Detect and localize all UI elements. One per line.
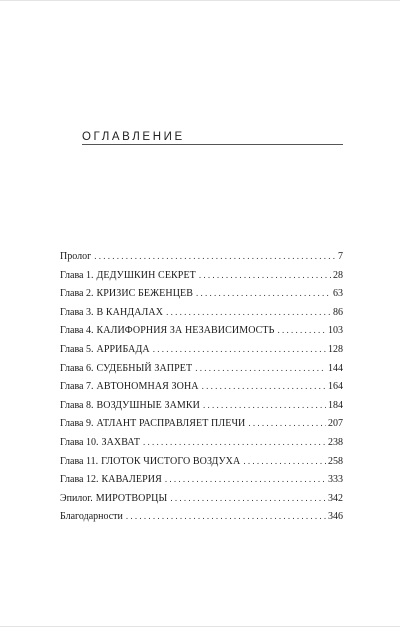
toc-entry-label: Глава 2.	[60, 288, 94, 300]
toc-entry-chapter-7	[60, 377, 343, 396]
toc-entry-label: Глава 8.	[60, 399, 94, 411]
toc-entry-chapter-8	[60, 396, 343, 415]
toc-page-number: 28	[333, 269, 343, 281]
toc-page-number: 63	[333, 288, 343, 300]
toc-entry-chapter-2	[60, 284, 343, 303]
toc-entry-chapter-3	[60, 303, 343, 322]
toc-entry-acknowledgements	[60, 507, 343, 526]
toc-entry-label: Эпилог.	[60, 492, 93, 504]
toc-page-number: 86	[333, 306, 343, 318]
toc-entry-title: ДЕДУШКИН СЕКРЕТ	[96, 269, 196, 281]
toc-entry-chapter-6	[60, 359, 343, 378]
toc-dot-leader	[199, 266, 331, 285]
table-of-contents	[60, 247, 343, 526]
toc-entry-title: В КАНДАЛАХ	[96, 306, 164, 318]
toc-entry-chapter-9	[60, 414, 343, 433]
toc-dot-leader	[165, 470, 326, 489]
toc-page-number: 207	[328, 418, 343, 430]
toc-page-number: 184	[328, 399, 343, 411]
toc-entry-chapter-4	[60, 321, 343, 340]
toc-dot-leader	[202, 377, 326, 396]
toc-dot-leader	[203, 396, 326, 415]
toc-entry-label: Благодарности	[60, 511, 123, 523]
toc-entry-title: ЗАХВАТ	[101, 436, 141, 448]
toc-page-number: 346	[328, 511, 343, 523]
toc-entry-title: МИРОТВОРЦЫ	[95, 492, 168, 504]
toc-entry-label: Глава 1.	[60, 269, 94, 281]
toc-entry-title: АРРИБАДА	[96, 343, 150, 355]
toc-dot-leader	[248, 414, 326, 433]
toc-entry-chapter-11	[60, 452, 343, 471]
toc-entry-title: ВОЗДУШНЫЕ ЗАМКИ	[96, 399, 200, 411]
toc-dot-leader	[94, 247, 336, 266]
toc-dot-leader	[143, 433, 326, 452]
page-top-border	[0, 0, 400, 1]
toc-page-number: 164	[328, 381, 343, 393]
toc-page-number: 128	[328, 343, 343, 355]
toc-page-number: 144	[328, 362, 343, 374]
toc-entry-label: Пролог	[60, 251, 92, 262]
toc-entry-title: КАЛИФОРНИЯ ЗА НЕЗАВИСИМОСТЬ	[96, 325, 275, 337]
toc-entry-title: КРИЗИС БЕЖЕНЦЕВ	[96, 288, 193, 300]
toc-page-number: 342	[328, 492, 343, 504]
toc-dot-leader	[166, 303, 331, 322]
toc-heading: ОГЛАВЛЕНИЕ	[82, 131, 185, 143]
toc-dot-leader	[126, 507, 326, 526]
toc-entry-chapter-10	[60, 433, 343, 452]
toc-entry-chapter-1	[60, 266, 343, 285]
toc-entry-chapter-12	[60, 470, 343, 489]
toc-entry-label: Глава 12.	[60, 474, 99, 486]
toc-entry-epilogue	[60, 489, 343, 508]
toc-entry-label: Глава 3.	[60, 306, 94, 318]
toc-dot-leader	[153, 340, 326, 359]
toc-entry-label: Глава 4.	[60, 325, 94, 337]
toc-entry-label: Глава 9.	[60, 418, 94, 430]
toc-entry-label: Глава 5.	[60, 343, 94, 355]
toc-entry-label: Глава 10.	[60, 436, 99, 448]
toc-page-number: 7	[338, 251, 343, 262]
toc-dot-leader	[170, 489, 326, 508]
toc-entry-title: ГЛОТОК ЧИСТОГО ВОЗДУХА	[101, 455, 241, 467]
toc-page-number: 238	[328, 436, 343, 448]
toc-entry-label: Глава 6.	[60, 362, 94, 374]
toc-entry-label: Глава 7.	[60, 381, 94, 393]
toc-entry-label: Глава 11.	[60, 455, 99, 467]
toc-entry-title: АВТОНОМНАЯ ЗОНА	[96, 381, 199, 393]
toc-page-number: 103	[328, 325, 343, 337]
toc-entry-prologue	[60, 247, 343, 266]
toc-entry-title: КАВАЛЕРИЯ	[101, 474, 162, 486]
toc-entry-title: АТЛАНТ РАСПРАВЛЯЕТ ПЛЕЧИ	[96, 418, 246, 430]
toc-page-number: 333	[328, 474, 343, 486]
heading-rule	[82, 144, 343, 145]
toc-dot-leader	[243, 452, 326, 471]
toc-entry-title: СУДЕБНЫЙ ЗАПРЕТ	[96, 362, 193, 374]
toc-dot-leader	[195, 359, 326, 378]
toc-page-number: 258	[328, 455, 343, 467]
toc-entry-chapter-5	[60, 340, 343, 359]
toc-dot-leader	[196, 284, 331, 303]
toc-dot-leader	[277, 321, 326, 340]
